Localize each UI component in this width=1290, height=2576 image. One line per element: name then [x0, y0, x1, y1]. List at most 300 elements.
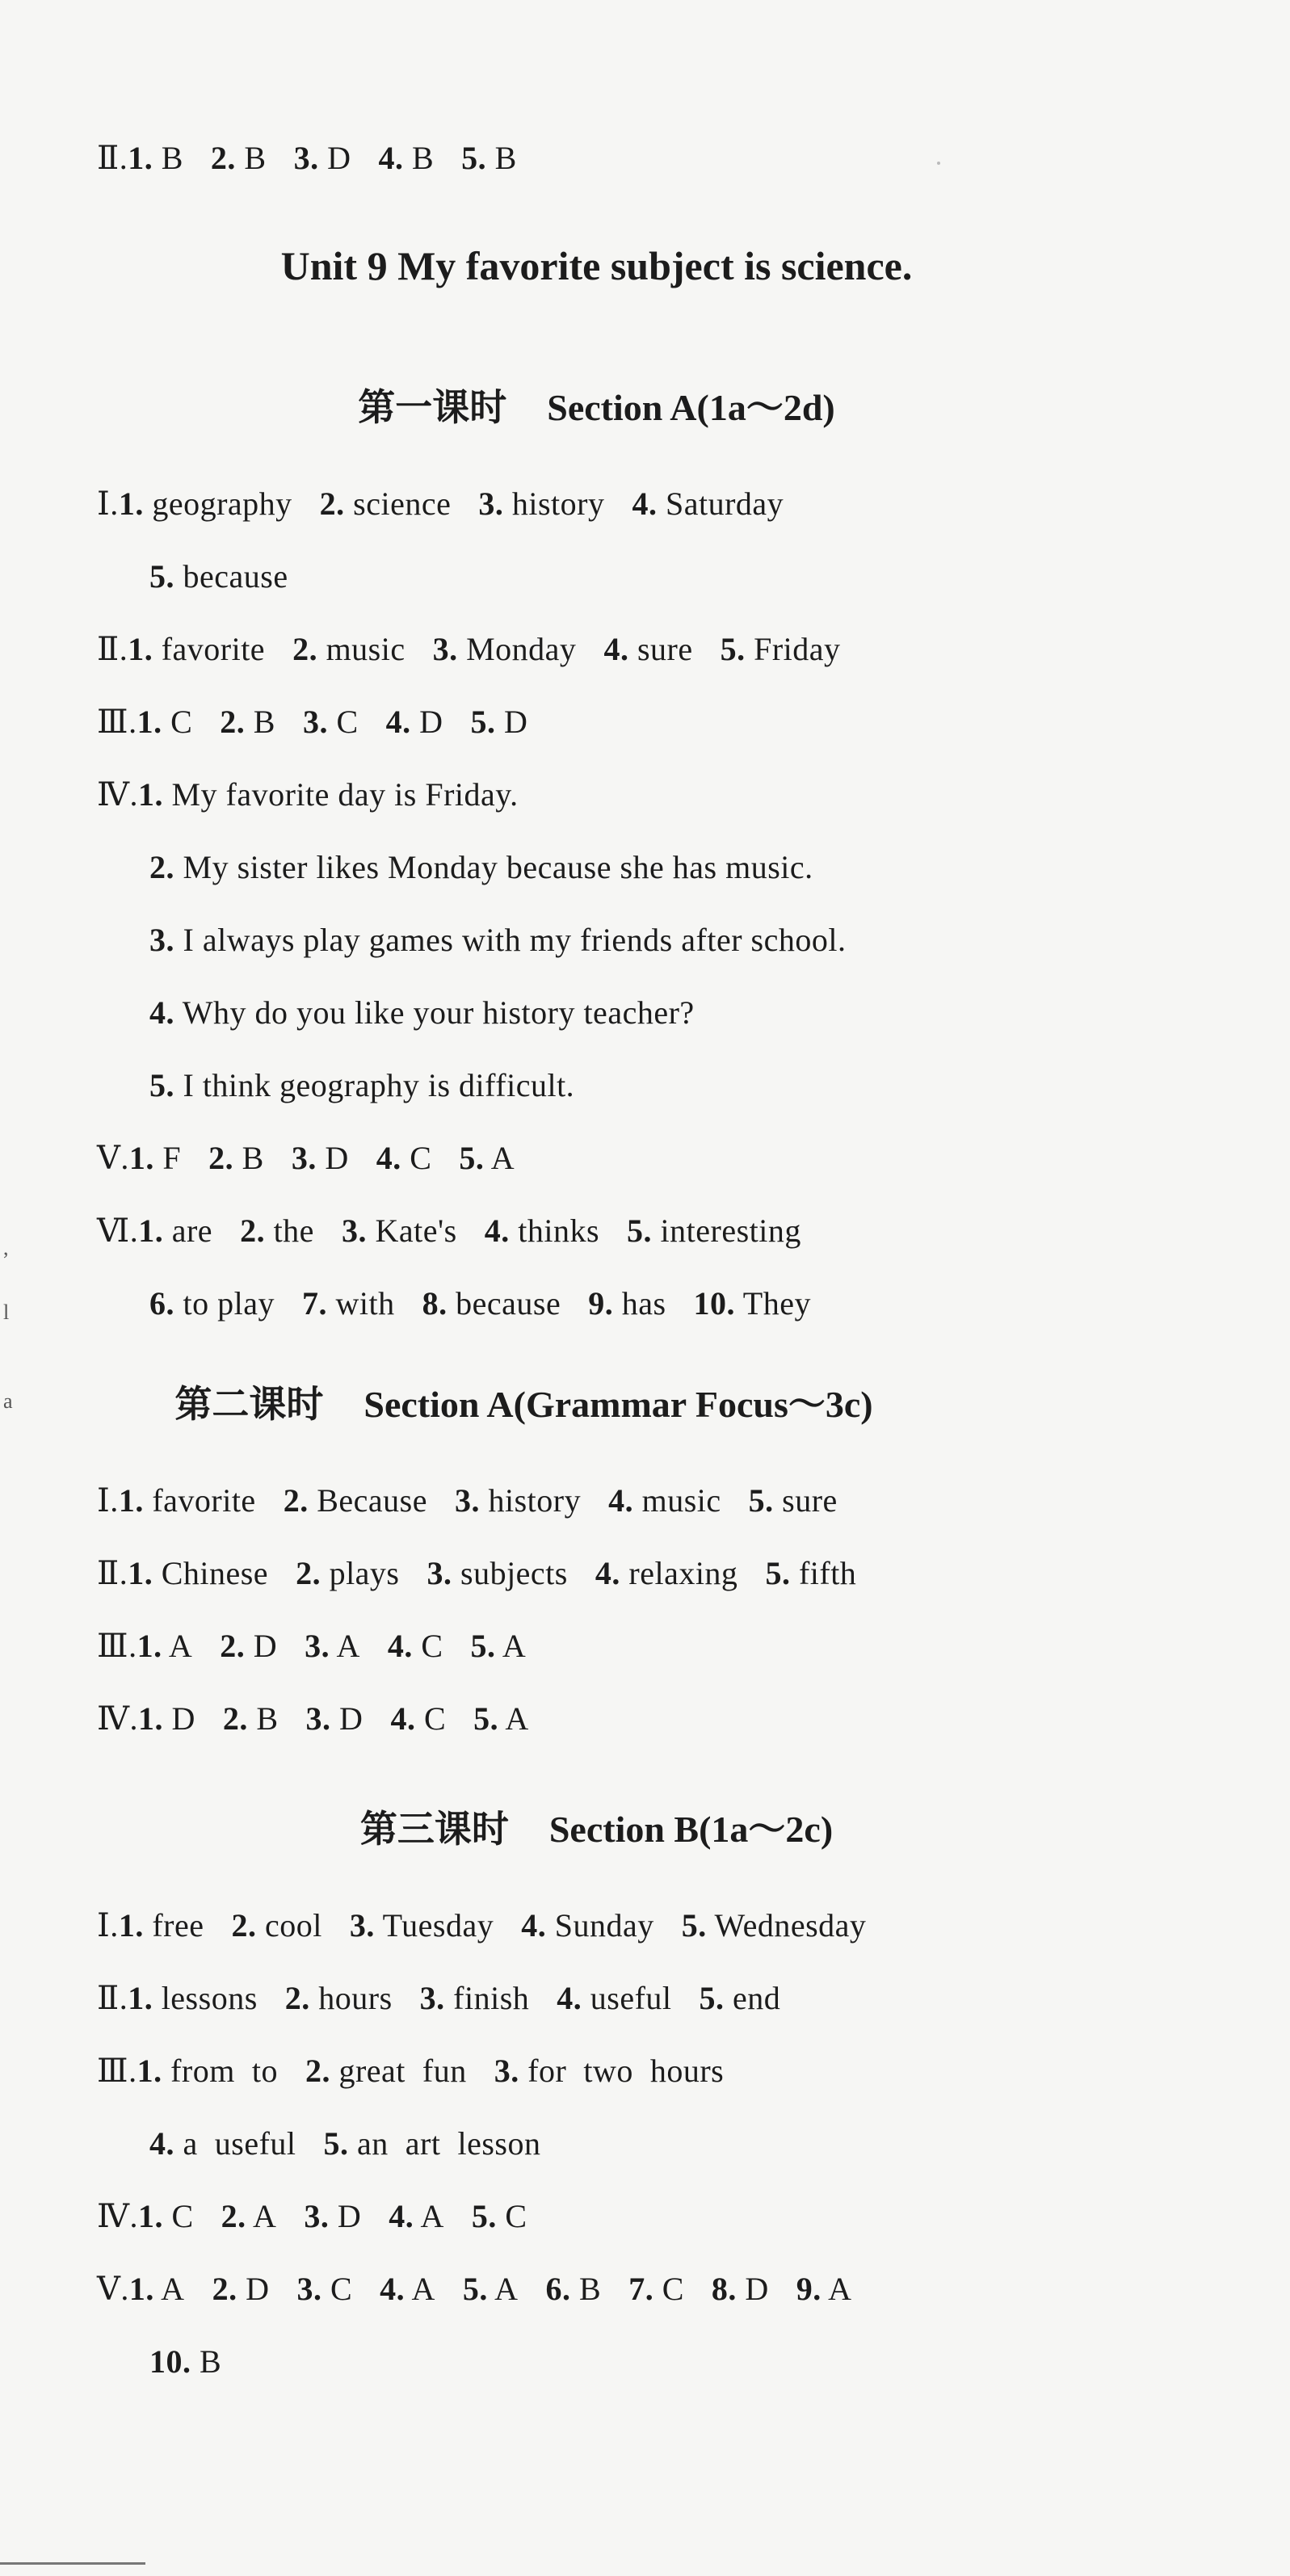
answer-text: A [246, 2198, 277, 2234]
answer-item [149, 1067, 574, 1103]
answer-item [292, 1140, 349, 1176]
answer-item [292, 631, 405, 667]
question-number: 1. [118, 1907, 144, 1944]
answer-item [461, 140, 517, 176]
question-number: 3. [291, 1140, 317, 1176]
answer-item [712, 2271, 769, 2307]
answer-text: D [330, 1700, 363, 1737]
question-number: 5. [462, 2271, 488, 2307]
question-number: 1. [137, 2053, 162, 2089]
question-number: 4. [390, 1700, 416, 1737]
answer-item [137, 2053, 278, 2089]
answer-text: Saturday [657, 485, 784, 522]
answer-text: music [633, 1482, 721, 1519]
answer-text: with [326, 1285, 395, 1322]
answer-item [149, 1285, 275, 1322]
roman-numeral-label: Ⅳ. [97, 2198, 138, 2234]
question-number: 4. [484, 1212, 510, 1249]
answer-text: favorite [143, 1482, 256, 1519]
question-number: 4. [385, 704, 411, 740]
answer-text: has [613, 1285, 666, 1322]
answer-item [285, 1980, 393, 2016]
answer-item [694, 1285, 811, 1322]
answer-item [472, 2198, 527, 2234]
answer-text: history [479, 1482, 582, 1519]
answer-item [471, 704, 528, 740]
roman-numeral-label: Ⅲ. [97, 704, 137, 740]
question-number: 4. [376, 1140, 401, 1176]
answer-text: B [403, 140, 435, 176]
answer-item [304, 2198, 361, 2234]
question-number: 3. [302, 704, 328, 740]
question-number: 4. [149, 994, 174, 1031]
answer-text: C [162, 2198, 194, 2234]
answer-item [390, 1700, 446, 1737]
answer-item [208, 1140, 264, 1176]
roman-numeral-label: Ⅰ. [97, 1907, 119, 1944]
question-number: 2. [149, 849, 174, 885]
answer-text: to play [174, 1285, 275, 1322]
question-number: 7. [628, 2271, 654, 2307]
answer-text: interesting [652, 1212, 801, 1249]
answer-item [546, 2271, 602, 2307]
roman-numeral-label: Ⅰ. [97, 485, 119, 522]
question-number: 2. [221, 2198, 246, 2234]
answer-item [119, 1482, 256, 1519]
answer-text: A [498, 1700, 529, 1737]
question-number: 1. [137, 776, 163, 813]
answer-item [137, 1628, 193, 1664]
answer-text: A [405, 2271, 435, 2307]
answer-item [632, 485, 784, 522]
section-heading [0, 1800, 1242, 1853]
section-heading [0, 1375, 1169, 1428]
answer-text: for two hours [519, 2053, 725, 2089]
answer-item [138, 1700, 195, 1737]
question-number: 1. [128, 631, 153, 667]
roman-numeral-label: Ⅳ. [97, 776, 138, 813]
answer-line [97, 1481, 865, 1519]
answer-text: C [412, 1628, 443, 1664]
answer-item [302, 1285, 395, 1322]
question-number: 7. [301, 1285, 327, 1322]
answer-line [97, 1700, 557, 1738]
answer-line [97, 1212, 829, 1250]
answer-item [463, 2271, 519, 2307]
answer-item [376, 1140, 432, 1176]
answer-text: A [153, 2271, 185, 2307]
answer-item [231, 1907, 321, 1944]
question-number: 8. [711, 2271, 737, 2307]
answer-text: because [174, 558, 288, 595]
answer-text: C [496, 2198, 527, 2234]
question-number: 1. [137, 704, 162, 740]
question-number: 5. [471, 2198, 497, 2234]
answer-item [422, 1285, 561, 1322]
answer-item [138, 2198, 194, 2234]
roman-numeral-label: Ⅵ. [97, 1212, 139, 1249]
roman-numeral-label: Ⅲ. [97, 1628, 137, 1664]
question-number: 2. [284, 1980, 310, 2016]
question-number: 4. [389, 2198, 414, 2234]
question-number: 5. [470, 1628, 496, 1664]
section-heading [0, 378, 1242, 431]
question-number: 1. [128, 1555, 153, 1591]
answer-text: favorite [153, 631, 266, 667]
answer-text: thinks [509, 1212, 600, 1249]
answer-line [97, 775, 546, 813]
question-number: 5. [681, 1907, 707, 1944]
question-number: 8. [422, 1285, 448, 1322]
answer-text: a useful [174, 2125, 296, 2162]
question-number: 3. [426, 1555, 452, 1591]
answer-text: D [245, 1628, 278, 1664]
answer-item [211, 140, 267, 176]
answer-text: science [344, 485, 452, 522]
question-number: 3. [305, 1628, 330, 1664]
question-number: 5. [473, 1700, 499, 1737]
answer-text: A [330, 1628, 360, 1664]
answer-item [389, 2198, 444, 2234]
question-number: 1. [118, 485, 144, 522]
answer-item [303, 704, 359, 740]
question-number: 4. [557, 1980, 582, 2016]
answer-text: end [724, 1980, 781, 2016]
answer-text: D [329, 2198, 362, 2234]
answer-item [149, 994, 695, 1031]
answer-item [386, 704, 443, 740]
answer-item [796, 2271, 852, 2307]
question-number: 2. [210, 140, 236, 176]
answer-text: sure [773, 1482, 838, 1519]
answer-text: A [495, 1628, 527, 1664]
question-number: 5. [765, 1555, 791, 1591]
answer-text: Sunday [546, 1907, 654, 1944]
answer-text: music [317, 631, 405, 667]
question-number: 3. [419, 1980, 445, 2016]
question-number: 4. [608, 1482, 634, 1519]
answer-item [749, 1482, 838, 1519]
answer-item [682, 1907, 867, 1944]
answer-text: I always play games with my friends after school. [174, 922, 847, 958]
answer-line [97, 485, 811, 523]
answer-item [221, 2198, 277, 2234]
answer-item [473, 1700, 529, 1737]
scan-speck [937, 162, 940, 165]
answer-text: Why do you like your history teacher? [174, 994, 695, 1031]
lesson-label: 第三课时 [359, 1809, 509, 1850]
answer-item [149, 849, 813, 885]
answer-item [128, 140, 183, 176]
answer-item [427, 1555, 568, 1591]
answer-item [212, 2271, 270, 2307]
question-number: 4. [387, 1628, 413, 1664]
answer-item [149, 2125, 296, 2162]
answer-item [128, 631, 265, 667]
roman-numeral-label: Ⅴ. [97, 2271, 129, 2307]
question-number: 2. [231, 1907, 257, 1944]
answer-line [97, 1906, 893, 1944]
answer-item [459, 1140, 515, 1176]
answer-item [420, 1980, 530, 2016]
answer-text: subjects [452, 1555, 568, 1591]
question-number: 4. [380, 2271, 405, 2307]
question-number: 2. [220, 1628, 246, 1664]
answer-line [97, 2270, 879, 2308]
answer-line [149, 1066, 602, 1104]
answer-item [342, 1212, 457, 1249]
answer-item [388, 1628, 443, 1664]
answer-text: B [570, 2271, 602, 2307]
answer-item [223, 1700, 279, 1737]
roman-numeral-label: Ⅱ. [97, 140, 128, 176]
answer-item [220, 1628, 277, 1664]
answer-item [378, 140, 434, 176]
answer-text: Chinese [153, 1555, 269, 1591]
answer-text: C [321, 2271, 353, 2307]
answer-text: Because [308, 1482, 427, 1519]
question-number: 2. [212, 2271, 237, 2307]
answer-line [97, 1627, 553, 1665]
answer-text: cool [256, 1907, 322, 1944]
answer-item [240, 1212, 314, 1249]
question-number: 1. [137, 1700, 163, 1737]
question-number: 5. [627, 1212, 653, 1249]
answer-text: C [401, 1140, 432, 1176]
question-number: 6. [149, 1285, 174, 1322]
margin-fragment: l [3, 1301, 10, 1324]
answer-text: D [410, 704, 443, 740]
roman-numeral-label: Ⅰ. [97, 1482, 119, 1519]
answer-text: D [162, 1700, 195, 1737]
question-number: 4. [378, 140, 404, 176]
unit-title: Unit 9 My favorite subject is science. [280, 243, 913, 288]
question-number: 3. [349, 1907, 375, 1944]
answer-text: A [484, 1140, 515, 1176]
section-title: Section B(1a～2c) [548, 1809, 834, 1850]
question-number: 1. [138, 1212, 164, 1249]
answer-text: great fun [330, 2053, 467, 2089]
answer-text: B [245, 704, 275, 740]
question-number: 10. [149, 2343, 191, 2380]
answer-item [119, 485, 292, 522]
question-number: 2. [319, 485, 345, 522]
answer-text: B [191, 2343, 222, 2380]
answer-text: C [327, 704, 359, 740]
question-number: 5. [461, 140, 487, 176]
answer-text: B [486, 140, 517, 176]
answer-line [149, 994, 722, 1032]
answer-item [296, 2271, 352, 2307]
answer-text: My favorite day is Friday. [162, 776, 519, 813]
answer-item [320, 485, 452, 522]
answer-line [97, 2052, 751, 2090]
answer-line [97, 2197, 555, 2235]
answer-item [128, 1980, 258, 2016]
answer-text: finish [444, 1980, 530, 2016]
answer-item [220, 704, 275, 740]
answer-item [595, 1555, 738, 1591]
answer-item [627, 1212, 801, 1249]
answer-text: D [736, 2271, 769, 2307]
question-number: 1. [128, 2271, 154, 2307]
question-number: 3. [293, 140, 319, 176]
question-number: 5. [149, 558, 174, 595]
roman-numeral-label: Ⅴ. [97, 1140, 129, 1176]
answer-text: A [414, 2198, 444, 2234]
answer-item [765, 1555, 856, 1591]
answer-line [97, 139, 544, 177]
answer-line [149, 2343, 249, 2381]
answer-line [149, 848, 841, 886]
answer-text: lessons [153, 1980, 258, 2016]
answer-item [721, 631, 841, 667]
answer-line [97, 703, 555, 741]
answer-item [129, 2271, 185, 2307]
question-number: 5. [149, 1067, 174, 1103]
question-number: 2. [220, 704, 246, 740]
answer-line [97, 1554, 884, 1592]
answer-item [588, 1285, 666, 1322]
answer-text: B [235, 140, 267, 176]
answer-item [324, 2125, 541, 2162]
answer-text: D [318, 140, 351, 176]
margin-fragment: , [3, 1236, 9, 1259]
answer-text: from to [162, 2053, 278, 2089]
answer-text: C [415, 1700, 447, 1737]
answer-item [306, 1700, 363, 1737]
roman-numeral-label: Ⅱ. [97, 631, 128, 667]
answer-item [149, 922, 846, 958]
question-number: 9. [588, 1285, 614, 1322]
answer-text: fifth [790, 1555, 857, 1591]
answer-item [149, 2343, 221, 2380]
question-number: 2. [208, 1140, 234, 1176]
answer-text: C [162, 704, 193, 740]
question-number: 4. [149, 2125, 174, 2162]
answer-text: geography [143, 485, 292, 522]
answer-text: an art lesson [348, 2125, 541, 2162]
answer-text: free [143, 1907, 204, 1944]
lesson-label: 第二课时 [174, 1384, 324, 1425]
answer-text: hours [309, 1980, 393, 2016]
answer-item [471, 1628, 527, 1664]
answer-item [628, 2271, 684, 2307]
answer-item [119, 1907, 204, 1944]
question-number: 4. [595, 1555, 620, 1591]
answer-line [97, 1139, 542, 1177]
answer-item [700, 1980, 781, 2016]
question-number: 2. [222, 1700, 248, 1737]
question-number: 1. [128, 1140, 154, 1176]
answer-text: D [316, 1140, 349, 1176]
answer-item [557, 1980, 671, 2016]
question-number: 5. [720, 631, 746, 667]
lesson-label: 第一课时 [358, 387, 507, 428]
question-number: 3. [341, 1212, 367, 1249]
answer-item [305, 2053, 467, 2089]
answer-line [97, 630, 868, 668]
answer-item [494, 2053, 725, 2089]
answer-item [137, 704, 193, 740]
answer-text: D [495, 704, 528, 740]
answer-text: A [487, 2271, 519, 2307]
answer-line [149, 2124, 568, 2162]
question-number: 9. [796, 2271, 821, 2307]
question-number: 3. [296, 2271, 322, 2307]
answer-text: Wednesday [706, 1907, 867, 1944]
answer-item [455, 1482, 581, 1519]
answer-item [129, 1140, 181, 1176]
answer-text: A [821, 2271, 852, 2307]
section-title: Section A(Grammar Focus～3c) [363, 1384, 873, 1425]
answer-item [305, 1628, 360, 1664]
answer-item [138, 776, 519, 813]
answer-text: B [233, 1140, 264, 1176]
question-number: 3. [478, 485, 504, 522]
question-number: 2. [305, 2053, 330, 2089]
answer-item [138, 1212, 212, 1249]
section-title: Section A(1a～2d) [547, 387, 835, 428]
question-number: 5. [699, 1980, 725, 2016]
answer-item [294, 140, 351, 176]
answer-item [608, 1482, 721, 1519]
answer-text: Kate's [366, 1212, 457, 1249]
answer-text: My sister likes Monday because she has music. [174, 849, 813, 885]
roman-numeral-label: Ⅱ. [97, 1980, 128, 2016]
answer-line [149, 921, 873, 959]
question-number: 2. [283, 1482, 309, 1519]
answer-text: A [162, 1628, 193, 1664]
answer-text: D [237, 2271, 270, 2307]
question-number: 4. [603, 631, 629, 667]
roman-numeral-label: Ⅳ. [97, 1700, 138, 1737]
question-number: 2. [292, 631, 318, 667]
question-number: 5. [323, 2125, 349, 2162]
question-number: 3. [149, 922, 174, 958]
answer-text: the [265, 1212, 314, 1249]
answer-line [97, 1979, 808, 2017]
answer-item [149, 558, 288, 595]
answer-item [485, 1212, 599, 1249]
question-number: 1. [137, 2198, 163, 2234]
answer-item [296, 1555, 399, 1591]
question-number: 3. [305, 1700, 331, 1737]
answer-line [149, 1284, 838, 1322]
bottom-rule [0, 2562, 145, 2565]
answer-item [284, 1482, 427, 1519]
roman-numeral-label: Ⅲ. [97, 2053, 137, 2089]
question-number: 4. [521, 1907, 547, 1944]
answer-text: are [163, 1212, 213, 1249]
answer-text: Tuesday [374, 1907, 494, 1944]
answer-text: Friday [745, 631, 841, 667]
answer-text: B [247, 1700, 279, 1737]
question-number: 5. [470, 704, 496, 740]
question-number: 3. [454, 1482, 480, 1519]
answer-item [603, 631, 692, 667]
roman-numeral-label: Ⅱ. [97, 1555, 128, 1591]
answer-text: C [653, 2271, 684, 2307]
answer-text: I think geography is difficult. [174, 1067, 575, 1103]
question-number: 10. [693, 1285, 736, 1322]
answer-text: sure [628, 631, 693, 667]
answer-text: Monday [457, 631, 577, 667]
question-number: 3. [432, 631, 458, 667]
question-number: 4. [632, 485, 658, 522]
question-number: 1. [128, 1980, 153, 2016]
answer-text: history [503, 485, 605, 522]
